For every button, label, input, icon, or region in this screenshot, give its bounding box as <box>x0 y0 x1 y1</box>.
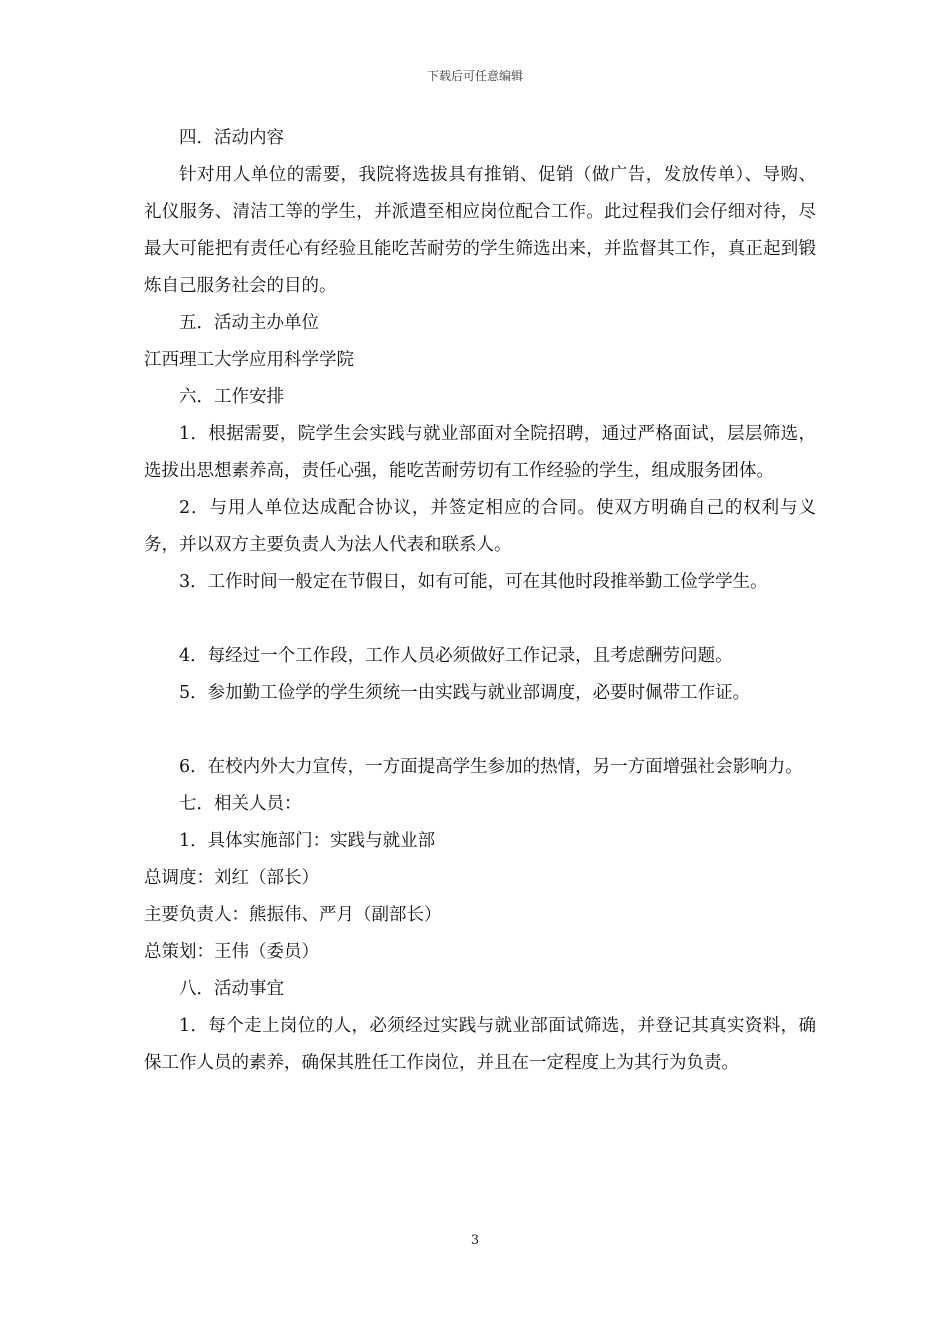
page-header: 下载后可任意编辑 <box>426 69 523 83</box>
page-number: 3 <box>470 1233 480 1248</box>
paragraph-activity-description: 针对用人单位的需要，我院将选拔具有推销、促销（做广告，发放传单）、导购、礼仪服务、清洁工等的学生，并派遣至相应岗位配合工作。此过程我们会仔细对待，尽最大可能把有责任心有经验且能吃苦耐劳的学生筛选出来，并监督其工作，真正起到锻炼自己服务社会的目的。 <box>144 165 816 296</box>
section-heading-work-arrangement: 六．工作安排 <box>179 387 284 407</box>
document-body <box>144 120 816 1082</box>
section-heading-organizer: 五．活动主办单位 <box>179 313 319 333</box>
matters-item-1: 1．每个走上岗位的人，必须经过实践与就业部面试筛选，并登记其真实资料，确保工作人员的素养，确保其胜任工作岗位，并且在一定程度上为其行为负责。 <box>144 1016 816 1073</box>
blank-line <box>144 712 816 749</box>
arrangement-item-2: 2．与用人单位达成配合协议，并签定相应的合同。使双方明确自己的权利与义务，并以双方主要负责人为法人代表和联系人。 <box>144 498 816 555</box>
personnel-department: 1．具体实施部门：实践与就业部 <box>179 831 436 851</box>
arrangement-item-4: 4．每经过一个工作段，工作人员必须做好工作记录，且考虑酬劳问题。 <box>179 646 733 666</box>
section-heading-matters: 八．活动事宜 <box>179 979 284 999</box>
organizer-name: 江西理工大学应用科学学院 <box>144 350 354 370</box>
section-heading-personnel: 七．相关人员： <box>179 794 302 814</box>
section-heading-activity-content: 四．活动内容 <box>179 128 284 148</box>
blank-line <box>144 601 816 638</box>
personnel-leads: 主要负责人：熊振伟、严月（副部长） <box>144 905 442 925</box>
personnel-planner: 总策划：王伟（委员） <box>144 942 319 962</box>
arrangement-item-3: 3．工作时间一般定在节假日，如有可能，可在其他时段推举勤工俭学学生。 <box>179 572 768 592</box>
personnel-dispatcher: 总调度：刘红（部长） <box>144 868 319 888</box>
arrangement-item-1: 1．根据需要，院学生会实践与就业部面对全院招聘，通过严格面试，层层筛选，选拔出思想素养高，责任心强，能吃苦耐劳切有工作经验的学生，组成服务团体。 <box>144 424 816 481</box>
arrangement-item-5: 5．参加勤工俭学的学生须统一由实践与就业部调度，必要时佩带工作证。 <box>179 683 751 703</box>
arrangement-item-6: 6．在校内外大力宣传，一方面提高学生参加的热情，另一方面增强社会影响力。 <box>179 757 803 777</box>
